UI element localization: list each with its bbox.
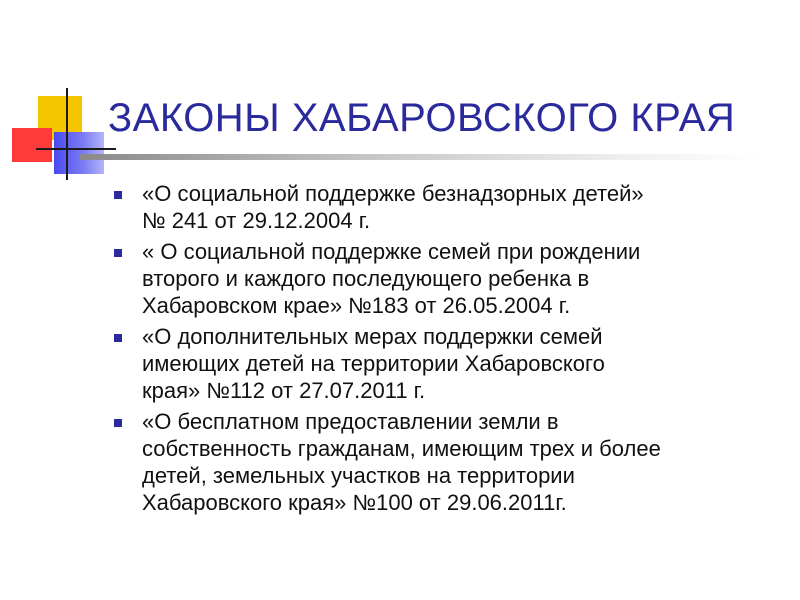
decorative-logo [0,0,140,190]
bullet-marker [114,334,122,342]
bullet-line: собственность гражданам, имеющим трех и более [142,436,661,461]
blue-square [54,132,104,174]
bullet-line: « О социальной поддержке семей при рождении [142,239,641,264]
bullet-item [112,180,772,234]
bullet-item [112,238,772,319]
bullet-line: № 241 от 29.12.2004 г. [142,208,371,233]
slide-title: ЗАКОНЫ ХАБАРОВСКОГО КРАЯ [108,96,736,140]
bullet-line: детей, земельных участков на территории [142,463,575,488]
bullet-line: Хабаровском крае» №183 от 26.05.2004 г. [142,293,571,318]
red-square [12,128,52,162]
bullet-line: «О бесплатном предоставлении земли в [142,409,559,434]
bullet-marker [114,249,122,257]
bullet-line: «О социальной поддержке безнадзорных детей» [142,181,644,206]
bullet-line: второго и каждого последующего ребенка в [142,266,590,291]
bullet-line: имеющих детей на территории Хабаровского [142,351,605,376]
bullet-marker [114,419,122,427]
vertical-line [66,88,68,180]
horizontal-line [36,148,116,150]
bullet-marker [114,191,122,199]
bullet-list [112,180,772,520]
title-divider [80,154,760,160]
bullet-line: «О дополнительных мерах поддержки семей [142,324,603,349]
bullet-line: Хабаровского края» №100 от 29.06.2011г. [142,490,567,515]
bullet-item [112,408,772,516]
bullet-line: края» №112 от 27.07.2011 г. [142,378,426,403]
bullet-item [112,323,772,404]
